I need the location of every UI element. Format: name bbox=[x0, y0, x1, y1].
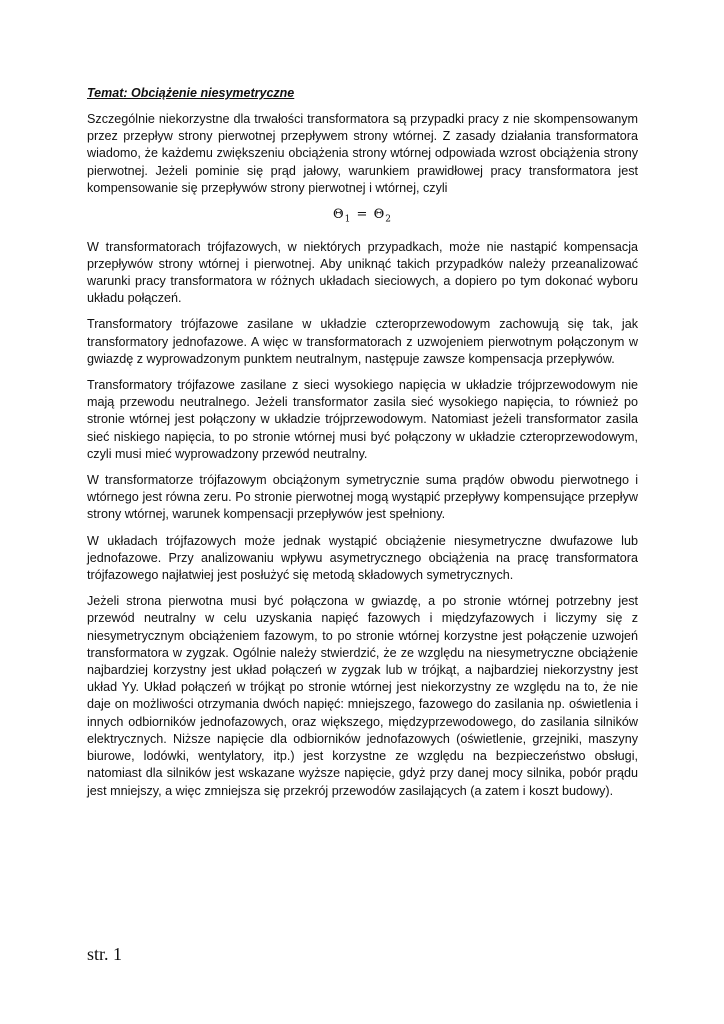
paragraph-4: Transformatory trójfazowe zasilane z sieci wysokiego napięcia w układzie trójprzewodowym nie mają przewodu neutralnego. Jeżeli transformator zasila sieć wysokiego napięcia, to również po stronie wtórnej jest połączony w układzie trójprzewodowym. Natomiast jeżeli transformator zasila sieć niskiego napięcia, to po stronie wtórnej musi być połączony w układzie czteroprzewodowym, czyli musi mieć wyprowadzony przewód neutralny. bbox=[87, 378, 638, 461]
formula-right-sub: 2 bbox=[385, 214, 392, 225]
paragraph-6: W układach trójfazowych może jednak wystąpić obciążenie niesymetryczne dwufazowe lub jednofazowe. Przy analizowaniu wpływu asymetrycznego obciążenia na pracę transformatora trójfazowego najłatwiej jest posłużyć się metodą składowych symetrycznych. bbox=[87, 533, 638, 583]
document-page bbox=[87, 86, 638, 809]
paragraph-3: Transformatory trójfazowe zasilane w układzie czteroprzewodowym zachowują się tak, jak transformatory jednofazowe. A więc w transformatorach z uzwojeniem pierwotnym połączonym w gwiazdę z wyprowadzonym punktem neutralnym, następuje zawsze kompensacja przepływów. bbox=[87, 317, 638, 366]
page-number: str. 1 bbox=[87, 944, 123, 964]
paragraph-5: W transformatorze trójfazowym obciążonym symetrycznie suma prądów obwodu pierwotnego i wtórnego jest równa zeru. Po stronie pierwotnej mogą wystąpić przepływy kompensujące przepływ strony wtórnej, warunek kompensacji przepływów jest spełniony. bbox=[87, 473, 638, 522]
formula-operator: = bbox=[351, 207, 374, 223]
formula-left: Θ bbox=[333, 207, 345, 223]
formula-right: Θ bbox=[373, 207, 386, 223]
document-title: Temat: Obciążenie niesymetryczne bbox=[87, 86, 295, 100]
paragraph-7: Jeżeli strona pierwotna musi być połączona w gwiazdę, a po stronie wtórnej potrzebny jest przewód neutralny w celu uzyskania napięć fazowych i międzyfazowych i liczymy się z niesymetrycznym obciążeniem fazowym, to po stronie wtórnej korzystne jest połączenie uzwojeń transformatora w zygzak. Ogólnie należy stwierdzić, że ze względu na niesymetryczne obciążenie najbardziej korzystny jest układ połączeń w zygzak lub w trójkąt, a najbardziej niekorzystny jest układ Yy. Układ połączeń w trójkąt po stronie wtórnej jest niekorzystny ze względu na to, że nie daje on możliwości otrzymania dwóch napięć: mniejszego, fazowego do zasilania np. oświetlenia i innych odbiorników jednofazowych, oraz większego, międzyprzewodowego, do zasilania silników elektrycznych. Niższe napięcie dla odbiorników jednofazowych (oświetlenie, grzejniki, maszyny biurowe, lodówki, wentylatory, itp.) jest korzystne ze względu na bezpieczeństwo obsługi, natomiast dla silników jest wskazane wyższe napięcie, gdyż przy danej mocy silnika, pobór prądu jest mniejszy, a więc zmniejsza się przekrój przewodów zasilających (a zatem i koszt budowy). bbox=[87, 594, 638, 798]
formula-theta bbox=[87, 206, 638, 229]
paragraph-2: W transformatorach trójfazowych, w niektórych przypadkach, może nie nastąpić kompensacja przepływów strony wtórnej i pierwotnej. Aby uniknąć takich przypadków należy przeanalizować warunki pracy transformatora w różnych układach sieciowych, a dopiero po tym dokonać wyboru układu połączeń. bbox=[87, 239, 638, 306]
formula-left-sub: 1 bbox=[344, 214, 352, 225]
paragraph-1: Szczególnie niekorzystne dla trwałości transformatora są przypadki pracy z nie skompensowanym przez przepływ strony pierwotnej przepływem strony wtórnej. Z zasady działania transformatora wiadomo, że każdemu zwiększeniu obciążenia strony wtórnej odpowiada wzrost obciążenia strony pierwotnej. Jeżeli pominie się prąd jałowy, warunkiem prawidłowej pracy transformatora jest kompensowanie się przepływów strony pierwotnej i wtórnej, czyli bbox=[87, 112, 638, 195]
